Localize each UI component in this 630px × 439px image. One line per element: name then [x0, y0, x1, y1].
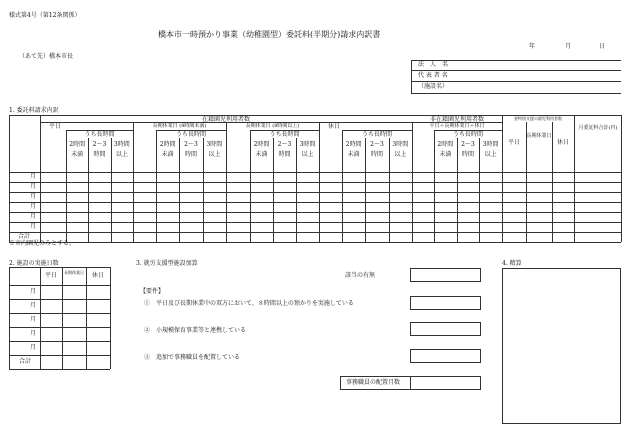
days-row-rule — [9, 327, 110, 328]
days-row-rule — [9, 313, 110, 314]
time-col-under2: 未満 — [347, 151, 360, 158]
table-rule — [86, 267, 87, 369]
days-choki-header: 長期休業日 — [64, 270, 84, 275]
addressee: （あて先）橋本市長 — [19, 53, 74, 60]
requirement-3: ③ 追加で事務職員を配置している — [144, 354, 241, 361]
jimu-input[interactable] — [412, 377, 479, 389]
heichoki-header: 平日＋長期休業日＋休日 — [429, 123, 485, 129]
time-col-under2: 未満 — [71, 151, 84, 158]
requirement-2: ② 小規模保育事業等と連携している — [144, 327, 247, 334]
time-col-over3: 以上 — [115, 151, 128, 158]
table-rule — [110, 267, 111, 369]
month-row-label: 月 — [29, 193, 36, 200]
time-col-under2: 未満 — [255, 151, 268, 158]
days-row-rule — [9, 369, 110, 370]
time-col-under2: 2時間 — [345, 141, 362, 148]
time-col-2to3: 2～3 — [184, 141, 198, 148]
section3-heading: 3. 就労支援型施設加算 — [136, 260, 198, 267]
time-col-over3: 以上 — [394, 151, 407, 158]
time-col-over3: 以上 — [301, 151, 314, 158]
hizaien-header: 非在籍園児利用者数 — [429, 116, 484, 123]
days-month-label: 月 — [29, 344, 36, 351]
uchi-choujikan-label: うち長時間 — [452, 131, 483, 138]
time-col-2to3: 時間 — [93, 151, 106, 158]
gaito-input[interactable] — [410, 268, 481, 282]
yoken-label: 【要件】 — [140, 288, 165, 295]
time-col-2to3: 時間 — [370, 151, 383, 158]
time-col-under2: 2時間 — [437, 141, 454, 148]
days-month-label: 月 — [29, 330, 36, 337]
heijitsu-header: 平日 — [48, 123, 61, 130]
form-number: 様式第4号（第12条関係） — [9, 12, 81, 19]
choki-8ijo-header: 長期休業日 (8時間以上) — [245, 123, 300, 129]
uchi-choujikan-label: うち長時間 — [175, 131, 206, 138]
section1-heading: 1. 委託料請求内訳 — [9, 107, 59, 114]
table-rule — [9, 285, 110, 286]
tokubetsu-choki: 長期休業日 — [526, 133, 552, 139]
choki-8mi-header: 長期休業日 (8時間未満) — [152, 123, 207, 129]
month-row-label: 月 — [29, 203, 36, 210]
time-col-2to3: 2～3 — [461, 141, 475, 148]
table-rule — [9, 267, 10, 369]
time-col-2to3: 2～3 — [370, 141, 384, 148]
month-row-label: 月 — [29, 213, 36, 220]
days-row-rule — [9, 341, 110, 342]
days-total-label: 合計 — [18, 358, 31, 365]
time-col-over3: 3時間 — [206, 141, 223, 148]
time-col-2to3: 時間 — [461, 151, 474, 158]
section2-heading: 2. 施設の実施日数 — [9, 260, 59, 267]
time-col-under2: 未満 — [439, 151, 452, 158]
document-title: 橋本市一時預かり事業（幼稚園型）委託料(半期分)請求内訳書 — [158, 30, 381, 39]
requirement-2-input[interactable] — [410, 322, 481, 336]
days-month-label: 月 — [29, 302, 36, 309]
date-year-label: 年 — [529, 43, 536, 50]
time-col-over3: 3時間 — [482, 141, 499, 148]
days-heijitsu-header: 平日 — [44, 272, 57, 279]
tokubetsu-heijitsu: 平日 — [507, 139, 520, 146]
time-col-2to3: 時間 — [278, 151, 291, 158]
days-month-label: 月 — [29, 316, 36, 323]
date-month-label: 月 — [565, 43, 572, 50]
days-kyujitsu-header: 休日 — [91, 272, 104, 279]
daihyo-label: 代 表 者 名 — [418, 72, 448, 79]
monthly-commission-header: 月委託料合計(円) — [578, 125, 618, 131]
jimu-label: 事務職員の配置月数 — [346, 379, 401, 386]
month-row-label: 月 — [29, 183, 36, 190]
time-col-over3: 3時間 — [113, 141, 130, 148]
requirement-3-input[interactable] — [410, 349, 481, 363]
time-col-under2: 2時間 — [253, 141, 270, 148]
time-col-2to3: 2～3 — [277, 141, 292, 148]
settlement-box[interactable] — [502, 268, 621, 424]
section1-note: ※市内園児のみとする。 — [9, 240, 76, 247]
time-col-under2: 未満 — [161, 151, 174, 158]
yoshien-header: 要特別支援の園児利用者数 — [514, 116, 562, 121]
tokubetsu-kyujitsu: 休日 — [556, 139, 569, 146]
time-col-over3: 以上 — [484, 151, 497, 158]
zaien-header: 在籍園児利用者数 — [201, 116, 250, 123]
table-rule — [40, 267, 41, 369]
time-col-under2: 2時間 — [69, 141, 86, 148]
gaito-label: 該当の有無 — [345, 272, 376, 279]
time-col-over3: 3時間 — [392, 141, 409, 148]
time-col-over3: 3時間 — [299, 141, 316, 148]
total-row-label: 合計 — [17, 233, 30, 240]
month-row-label: 月 — [29, 223, 36, 230]
shisetsu-label: （施設名） — [418, 83, 449, 90]
days-month-label: 月 — [29, 288, 36, 295]
uchi-choujikan-label: うち長時間 — [269, 131, 300, 138]
time-col-under2: 2時間 — [159, 141, 176, 148]
requirement-1: ① 平日及び長期休業中の双方において、８時間以上の預かりを実施している — [144, 300, 354, 307]
uchi-choujikan-label: うち長時間 — [84, 131, 115, 138]
time-col-2to3: 2～3 — [92, 141, 107, 148]
time-col-2to3: 時間 — [184, 151, 197, 158]
days-row-rule — [9, 355, 110, 356]
kyujitsu-header: 休日 — [327, 123, 340, 130]
days-row-rule — [9, 299, 110, 300]
hojin-label: 法 人 名 — [418, 61, 449, 68]
month-row-label: 月 — [29, 173, 36, 180]
jimu-divider — [410, 376, 411, 390]
requirement-1-input[interactable] — [410, 296, 481, 310]
table-rule — [62, 267, 63, 369]
section4-heading: 4. 精算 — [502, 260, 522, 267]
date-day-label: 日 — [599, 43, 606, 50]
time-col-over3: 以上 — [208, 151, 221, 158]
uchi-choujikan-label: うち長時間 — [361, 131, 392, 138]
days-table-top — [9, 267, 110, 268]
